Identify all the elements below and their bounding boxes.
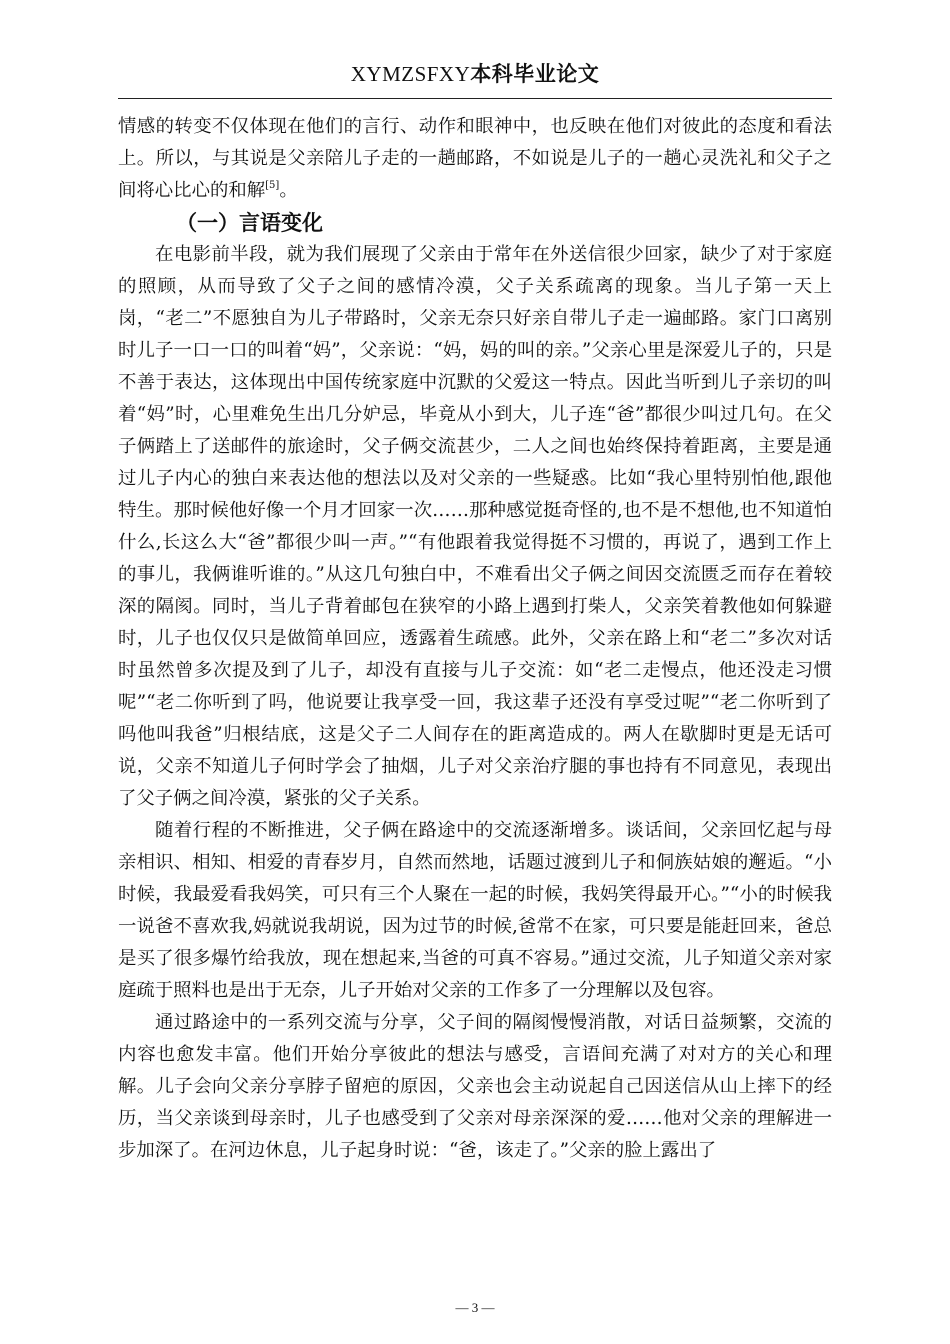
paragraph: 在电影前半段，就为我们展现了父亲由于常年在外送信很少回家，缺少了对于家庭的照顾，从而导致了父子之间的感情冷漠，父子关系疏离的现象。当儿子第一天上岗，“老二”不愿独自为儿子带路时，父亲无奈只好亲自带儿子走一遍邮路。家门口离别时儿子一口一口的叫着“妈”，父亲说：“妈，妈的叫的亲。”父亲心里是深爱儿子的，只是不善于表达，这体现出中国传统家庭中沉默的父爱这一特点。因此当听到儿子亲切的叫着“妈”时，心里难免生出几分妒忌，毕竟从小到大，儿子连“爸”都很少叫过几句。在父子俩踏上了送邮件的旅途时，父子俩交流甚少，二人之间也始终保持着距离，主要是通过儿子内心的独白来表达他的想法以及对父亲的一些疑惑。比如“我心里特别怕他,跟他特生。那时候他好像一个月才回家一次……那种感觉挺奇怪的,也不是不想他,也不知道怕什么,长这么大“爸”都很少叫一声。”“有他跟着我觉得挺不习惯的，再说了，遇到工作上的事儿，我俩谁听谁的。”从这几句独白中，不难看出父子俩之间因交流匮乏而存在着较深的隔阂。同时，当儿子背着邮包在狭窄的小路上遇到打柴人，父亲笑着教他如何躲避时，儿子也仅仅只是做简单回应，透露着生疏感。此外，父亲在路上和“老二”多次对话时虽然曾多次提及到了儿子，却没有直接与儿子交流：如“老二走慢点，他还没走习惯呢”“老二你听到了吗，他说要让我享受一回，我这辈子还没有享受过呢”“老二你听到了吗他叫我爸”归根结底，这是父子二人间存在的距离造成的。两人在歇脚时更是无话可说，父亲不知道儿子何时学会了抽烟，儿子对父亲治疗腿的事也持有不同意见，表现出了父子俩之间冷漠，紧张的父子关系。 bbox=[118, 244, 832, 809]
intro-end: 。 bbox=[279, 180, 298, 201]
page-header bbox=[118, 58, 832, 88]
header-title: 本科毕业论文 bbox=[470, 62, 600, 86]
intro-paragraph bbox=[118, 111, 832, 207]
page-number: — 3 — bbox=[455, 1300, 495, 1315]
header-code: XYMZSFXY bbox=[350, 62, 471, 86]
header-divider bbox=[118, 98, 832, 99]
intro-text: 情感的转变不仅体现在他们的言行、动作和眼神中，也反映在他们对彼此的态度和看法上。所以，与其说是父亲陪儿子走的一趟邮路，不如说是儿子的一趟心灵洗礼和父子之间将心比心的和解 bbox=[118, 116, 832, 201]
paragraph: 随着行程的不断推进，父子俩在路途中的交流逐渐增多。谈话间，父亲回忆起与母亲相识、相知、相爱的青春岁月，自然而然地，话题过渡到儿子和侗族姑娘的邂逅。“小时候，我最爱看我妈笑，可只有三个人聚在一起的时候，我妈笑得最开心。”“小的时候我一说爸不喜欢我,妈就说我胡说，因为过节的时候,爸常不在家，可只要是能赶回来，爸总是买了很多爆竹给我放，现在想起来,当爸的可真不容易。”通过交流，儿子知道父亲对家庭疏于照料也是出于无奈，儿子开始对父亲的工作多了一分理解以及包容。 bbox=[118, 820, 832, 1001]
section-heading: （一）言语变化 bbox=[176, 211, 323, 235]
body-text bbox=[118, 111, 832, 1167]
citation-marker: [5] bbox=[265, 180, 280, 191]
paragraph: 通过路途中的一系列交流与分享，父子间的隔阂慢慢消散，对话日益频繁，交流的内容也愈发丰富。他们开始分享彼此的想法与感受，言语间充满了对对方的关心和理解。儿子会向父亲分享脖子留疤的原因，父亲也会主动说起自己因送信从山上摔下的经历，当父亲谈到母亲时，儿子也感受到了父亲对母亲深深的爱……他对父亲的理解进一步加深了。在河边休息，儿子起身时说：“爸，该走了。”父亲的脸上露出了 bbox=[118, 1012, 832, 1161]
